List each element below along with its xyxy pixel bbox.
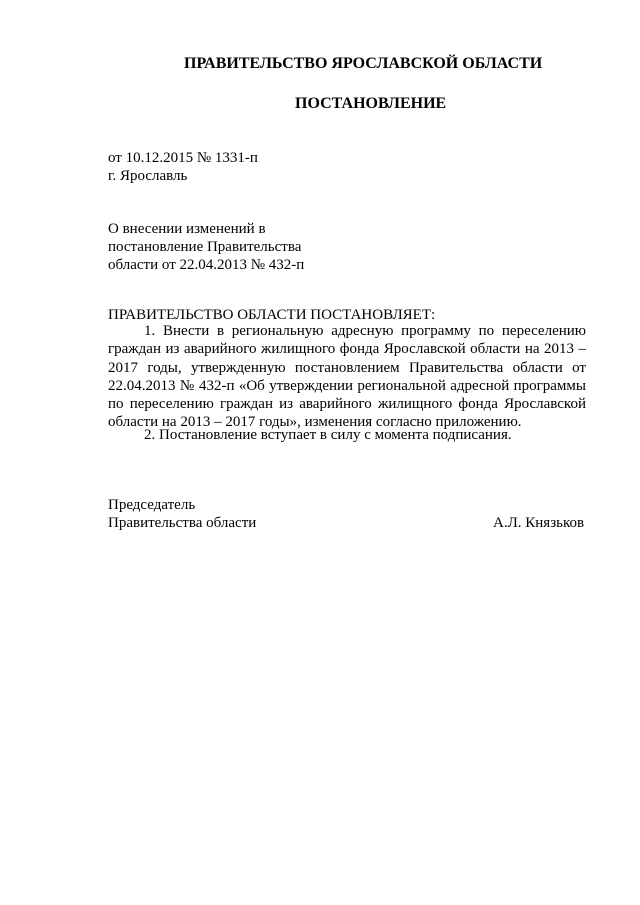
resolution-item-2-text: 2. Постановление вступает в силу с момента подписания. [144,427,512,443]
resolution-item-1-text: 1. Внести в региональную адресную программу по переселению граждан из аварийного жилищного фонда Ярославской области на 2013 – 2017 годы, утвержденную постановлением Правительства области от 22.04.2013 № 432-п «Об утверждении региональной адресной программы по переселению граждан из аварийного жилищного фонда Ярославской области на 2013 – 2017 годы», изменения согласно приложению. [108,323,586,431]
resolution-item-1 [108,322,586,432]
subject-line-2: постановление Правительства [108,239,302,255]
signatory-name: А.Л. Князьков [493,515,585,531]
resolves-heading: ПРАВИТЕЛЬСТВО ОБЛАСТИ ПОСТАНОВЛЯЕТ: [108,307,436,323]
document-date-number: от 10.12.2015 № 1331-п [108,150,258,166]
resolution-item-2 [108,426,586,444]
document-type-title: ПОСТАНОВЛЕНИЕ [295,95,447,112]
signatory-role-line-1: Председатель [108,497,196,513]
organization-title: ПРАВИТЕЛЬСТВО ЯРОСЛАВСКОЙ ОБЛАСТИ [184,55,543,72]
signatory-role-line-2: Правительства области [108,515,257,531]
subject-line-1: О внесении изменений в [108,221,266,237]
document-city: г. Ярославль [108,168,188,184]
subject-line-3: области от 22.04.2013 № 432-п [108,257,305,273]
